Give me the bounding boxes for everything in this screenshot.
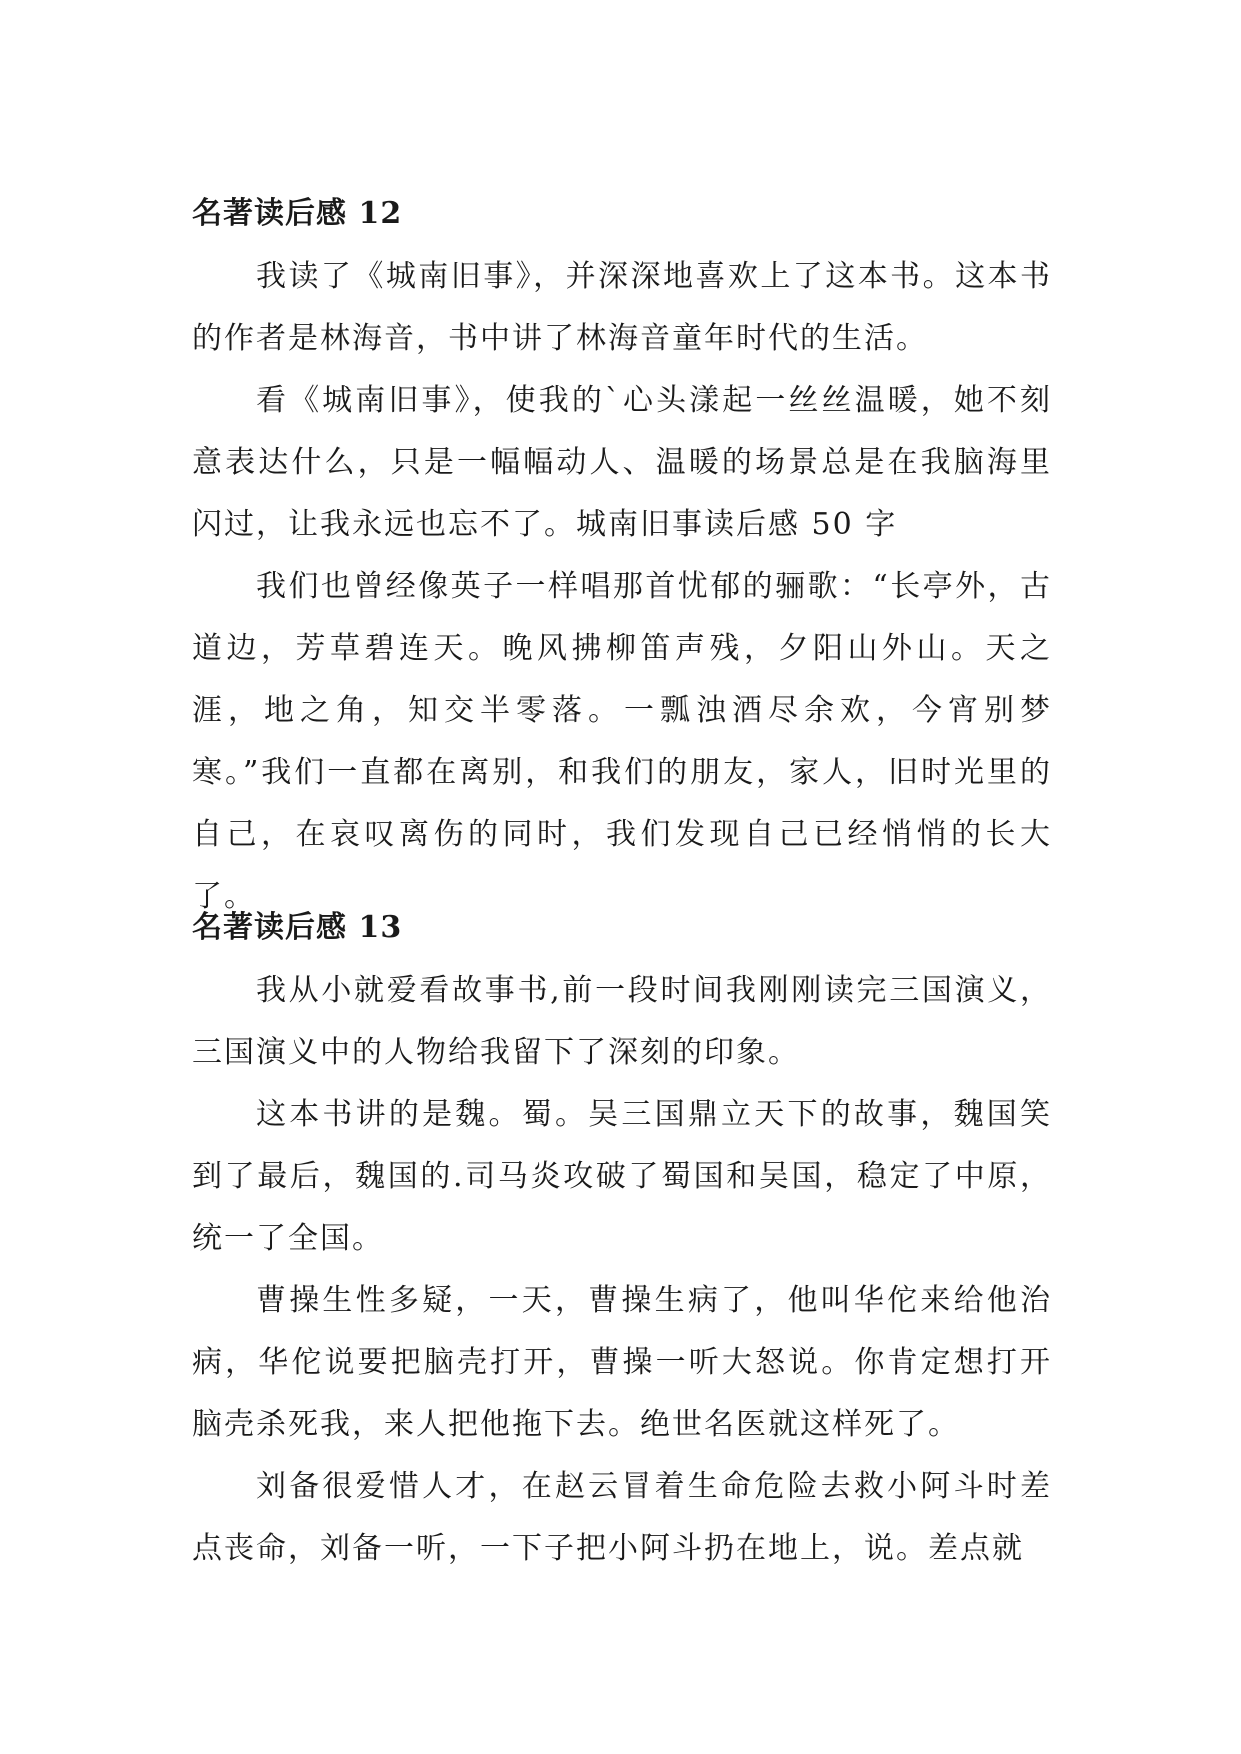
paragraph: 曹操生性多疑，一天，曹操生病了，他叫华佗来给他治病，华佗说要把脑壳打开，曹操一听大怒说。你肯定想打开脑壳杀死我，来人把他拖下去。绝世名医就这样死了。	[192, 1283, 1052, 1442]
paragraph: 我们也曾经像英子一样唱那首忧郁的骊歌：“长亭外，古道边，芳草碧连天。晚风拂柳笛声残，夕阳山外山。天之涯，地之角，知交半零落。一瓢浊酒尽余欢，今宵别梦寒。”我们一直都在离别，和我们的朋友，家人，旧时光里的自己，在哀叹离伤的同时，我们发现自己已经悄悄的长大了。	[192, 569, 1052, 914]
section-title: 名著读后感 13	[192, 910, 403, 945]
paragraph: 刘备很爱惜人才，在赵云冒着生命危险去救小阿斗时差点丧命，刘备一听，一下子把小阿斗扔在地上，说。差点就	[192, 1469, 1052, 1566]
section-title: 名著读后感 12	[192, 196, 403, 231]
paragraph: 这本书讲的是魏。蜀。吴三国鼎立天下的故事，魏国笑到了最后，魏国的.司马炎攻破了蜀国和吴国，稳定了中原，统一了全国。	[192, 1097, 1052, 1256]
paragraph: 我读了《城南旧事》，并深深地喜欢上了这本书。这本书的作者是林海音，书中讲了林海音童年时代的生活。	[192, 259, 1052, 356]
essay-section-13	[192, 910, 1052, 1580]
paragraph: 我从小就爱看故事书,前一段时间我刚刚读完三国演义，三国演义中的人物给我留下了深刻的印象。	[192, 973, 1052, 1070]
paragraph: 看《城南旧事》，使我的`心头漾起一丝丝温暖，她不刻意表达什么，只是一幅幅动人、温暖的场景总是在我脑海里闪过，让我永远也忘不了。城南旧事读后感 50 字	[192, 383, 1052, 542]
essay-section-12	[192, 196, 1052, 928]
